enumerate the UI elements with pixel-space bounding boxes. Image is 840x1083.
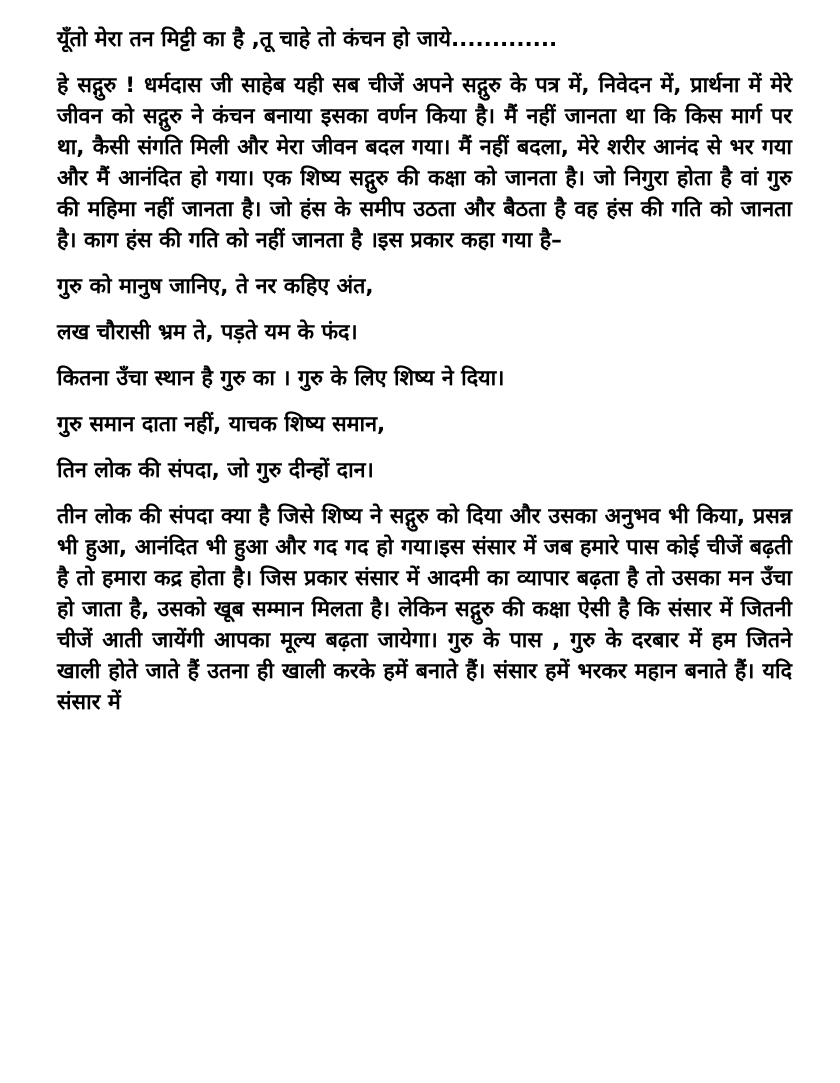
couplet-line-4: तिन लोक की संपदा, जो गुरु दीन्हों दान। [57, 458, 374, 483]
heading-line: यूँतो मेरा तन मिट्टी का है ,तू चाहे तो कंचन हो जाये............. [57, 27, 558, 52]
document-page [57, 24, 792, 733]
body-paragraph-2: तीन लोक की संपदा क्या है जिसे शिष्य ने सद्गुरु को दिया और उसका अनुभव भी किया, प्रसन्न भी हुआ, आनंदित भी हुआ और गद गद हो गया।इस संसार में जब हमारे पास कोई चीजें बढ़ती है तो हमारा कद्र होता है। जिस प्रकार संसार में आदमी का व्यापार बढ़ता है तो उसका मन उँचा हो जाता है, उसको खूब सम्मान मिलता है। लेकिन सद्गुरु की कक्षा ऐसी है कि संसार में जितनी चीजें आती जायेंगी आपका मूल्य बढ़ता जायेगा। गुरु के पास , गुरु के दरबार में हम जितने खाली होते जाते हैं उतना ही खाली करके हमें बनाते हैं। संसार हमें भरकर महान बनाते हैं। यदि संसार में [57, 504, 792, 715]
couplet-line-2: लख चौरासी भ्रम ते, पड़ते यम के फंद। [57, 320, 358, 345]
statement-line: कितना उँचा स्थान है गुरु का । गुरु के लिए शिष्य ने दिया। [57, 366, 505, 391]
couplet-line-3: गुरु समान दाता नहीं, याचक शिष्य समान, [57, 412, 386, 437]
body-paragraph-1: हे सद्गुरु ! धर्मदास जी साहेब यही सब चीजें अपने सद्गुरु के पत्र में, निवेदन में, प्रार्थना में मेरे जीवन को सद्गुरु ने कंचन बनाया इसका वर्णन किया है। मैं नहीं जानता था कि किस मार्ग पर था, कैसी संगति मिली और मेरा जीवन बदल गया। मैं नहीं बदला, मेरे शरीर आनंद से भर गया और मैं आनंदित हो गया। एक शिष्य सद्गुरु की कक्षा को जानता है। जो निगुरा होता है वां गुरु की महिमा नहीं जानता है। जो हंस के समीप उठता और बैठता है वह हंस की गति को जानता है। काग हंस की गति को नहीं जानता है ।इस प्रकार कहा गया है– [57, 73, 792, 253]
couplet-line-1: गुरु को मानुष जानिए, ते नर कहिए अंत, [57, 274, 374, 299]
